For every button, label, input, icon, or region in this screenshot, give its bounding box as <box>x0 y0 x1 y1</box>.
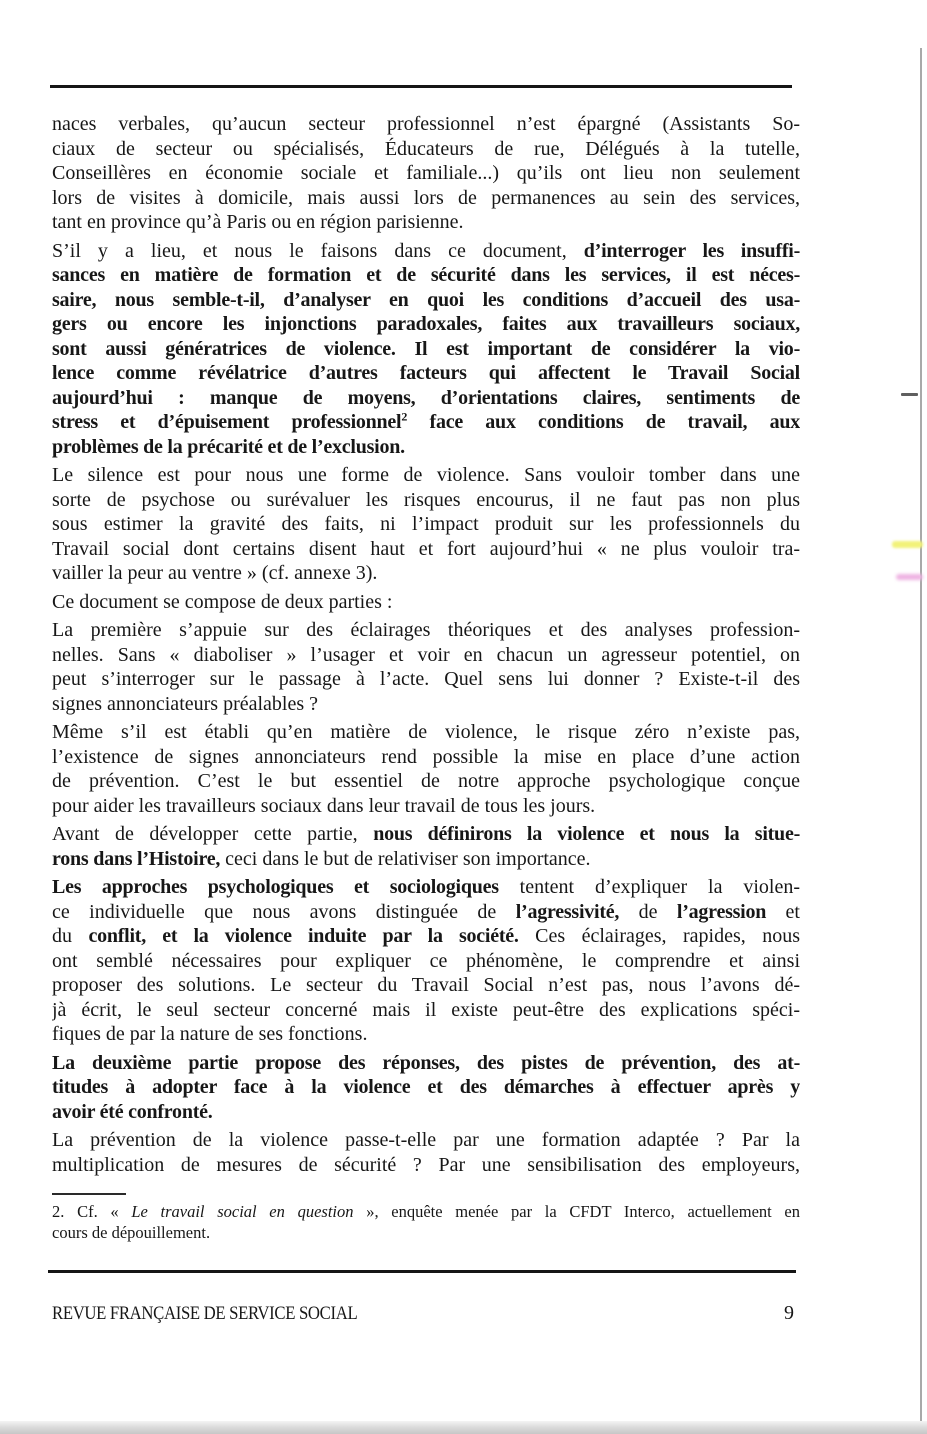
text-line <box>52 1051 800 1076</box>
text-run: 2 <box>401 410 408 424</box>
text-run: La prévention de la violence passe-t-elle par une formation adaptée ? Par la <box>52 1129 800 1151</box>
text-run: peut s’interroger sur le passage à l’acte. Quel sens lui donner ? Existe-t-il des <box>52 668 800 690</box>
text-line <box>52 998 800 1023</box>
text-run: sous estimer la gravité des faits, ni l’impact produit sur les professionnels du <box>52 513 800 535</box>
paragraph <box>52 1128 800 1177</box>
text-run: aujourd’hui : manque de moyens, d’orientations claires, sentiments de <box>52 386 800 409</box>
text-run: fiques de par la nature de ses fonctions. <box>52 1023 368 1045</box>
footnote-separator-rule <box>52 1193 126 1195</box>
text-run: sances en matière de formation et de sécurité dans les services, il est néces- <box>52 264 800 286</box>
paragraph <box>52 590 800 615</box>
text-line <box>52 137 800 162</box>
text-run: et <box>766 900 800 923</box>
text-run: La deuxième partie propose des réponses, des pistes de prévention, des at- <box>52 1051 800 1074</box>
text-run: Le silence est pour nous une forme de violence. Sans vouloir tomber dans une <box>52 464 800 486</box>
text-line <box>52 973 800 998</box>
text-run: saire, nous semble-t-il, d’analyser en quoi les conditions d’accueil des usa- <box>52 288 800 311</box>
text-line <box>52 1100 800 1125</box>
text-run: tant en province qu’à Paris ou en région parisienne. <box>52 211 464 233</box>
text-run: pour aider les travailleurs sociaux dans leur travail de tous les jours. <box>52 794 596 817</box>
text-run: l’existence de signes annonciateurs rend possible la mise en place d’une action <box>52 745 800 768</box>
text-line <box>52 112 800 137</box>
paragraph <box>52 1051 800 1125</box>
paragraph <box>52 112 800 235</box>
text-line <box>52 618 800 643</box>
paragraph <box>52 239 800 460</box>
page-number: 9 <box>784 1302 794 1324</box>
text-run: Même s’il est établi qu’en matière de violence, le risque zéro n’existe pas, <box>52 721 800 743</box>
text-line <box>52 210 800 235</box>
text-line <box>52 643 800 668</box>
text-line <box>52 561 800 586</box>
text-run: gers ou encore les injonctions paradoxales, faites aux travailleurs sociaux, <box>52 313 800 335</box>
text-line <box>52 361 800 386</box>
text-line <box>52 949 800 974</box>
text-line <box>52 488 800 513</box>
text-run: conflit, et la violence induite par la société. <box>88 925 519 947</box>
text-run: vailler la peur au ventre » (cf. annexe 3). <box>52 562 378 584</box>
text-line <box>52 435 800 460</box>
text-run: sorte de psychose ou surévaluer les risques encourus, il ne faut pas non plus <box>52 488 800 511</box>
text-run: lors de visites à domicile, mais aussi lors de permanences au sein des services, <box>52 186 800 209</box>
text-run: ceci dans le but de relativiser son importance. <box>220 847 591 870</box>
text-run: d’interroger les insuffi- <box>583 239 800 262</box>
text-run: naces verbales, qu’aucun secteur professionnel n’est épargné (Assistants So- <box>52 113 800 135</box>
text-line <box>52 1022 800 1047</box>
text-line <box>52 1222 800 1243</box>
text-line <box>52 337 800 362</box>
text-run: jà écrit, le seul secteur concerné mais il existe peut-être des explications spéci- <box>52 998 800 1021</box>
highlighter-mark-yellow <box>892 541 923 548</box>
text-run: nous définirons la violence et nous la situe- <box>373 823 800 845</box>
paragraph <box>52 463 800 586</box>
text-run: Conseillères en économie sociale et familiale...) qu’ils ont lieu non seulement <box>52 162 800 184</box>
text-run: Les approches psychologiques et sociologiques <box>52 876 499 898</box>
text-line <box>52 590 800 615</box>
text-run: rons dans l’Histoire, <box>52 847 221 870</box>
text-run: l’agressivité, <box>515 900 620 923</box>
text-line <box>52 1153 800 1178</box>
footnote <box>52 1201 800 1243</box>
text-line <box>52 720 800 745</box>
text-line <box>52 410 800 435</box>
text-run: l’agression <box>676 900 767 923</box>
text-run: ciaux de secteur ou spécialisés, Éducateurs de rue, Délégués à la tutelle, <box>52 137 800 160</box>
text-run: Avant de développer cette partie, <box>52 823 374 845</box>
text-line <box>52 875 800 900</box>
text-line <box>52 769 800 794</box>
footer-rule <box>48 1270 796 1273</box>
paragraph <box>52 822 800 871</box>
text-line <box>52 847 800 872</box>
text-run: cours de dépouillement. <box>52 1223 211 1242</box>
text-line <box>52 161 800 186</box>
text-line <box>52 1128 800 1153</box>
text-line <box>52 186 800 211</box>
text-run: S’il y a lieu, et nous le faisons dans ce document, <box>52 239 584 262</box>
text-line <box>52 1075 800 1100</box>
text-line <box>52 924 800 949</box>
text-line <box>52 312 800 337</box>
text-run: sont aussi génératrices de violence. Il est important de considérer la vio- <box>52 337 800 360</box>
text-run: Le travail social en question <box>131 1202 354 1221</box>
text-run: proposer des solutions. Le secteur du Travail Social n’est pas, nous l’avons dé- <box>52 974 800 996</box>
text-line <box>52 900 800 925</box>
text-run: tentent d’expliquer la violen- <box>498 876 800 898</box>
highlighter-mark-pink <box>896 574 923 580</box>
text-run: signes annonciateurs préalables ? <box>52 692 319 715</box>
text-run: lence comme révélatrice d’autres facteurs qui affectent le Travail Social <box>52 362 800 384</box>
text-line <box>52 1201 800 1222</box>
text-line <box>52 745 800 770</box>
page-footer <box>52 1302 794 1325</box>
text-run: du <box>52 925 89 947</box>
paragraph <box>52 618 800 716</box>
text-line <box>52 263 800 288</box>
text-line <box>52 537 800 562</box>
text-run: Ce document se compose de deux parties : <box>52 590 393 613</box>
text-line <box>52 386 800 411</box>
text-run: », enquête menée par la CFDT Interco, actuellement en <box>353 1202 800 1221</box>
text-line <box>52 794 800 819</box>
text-run: multiplication de mesures de sécurité ? Par une sensibilisation des employeurs, <box>52 1153 800 1176</box>
paragraph <box>52 875 800 1047</box>
text-line <box>52 692 800 717</box>
text-run: ont semblé nécessaires pour expliquer ce phénomène, le comprendre et ainsi <box>52 949 800 972</box>
text-line <box>52 463 800 488</box>
text-run: 2. Cf. « <box>52 1202 132 1221</box>
text-run: avoir été confronté. <box>52 1100 213 1123</box>
scan-bottom-edge <box>0 1421 927 1434</box>
text-line <box>52 288 800 313</box>
text-run: face aux conditions de travail, aux <box>407 411 800 433</box>
text-run: La première s’appuie sur des éclairages théoriques et des analyses profession- <box>52 619 800 641</box>
margin-dash-mark <box>901 393 918 396</box>
text-run: de <box>619 900 677 923</box>
scan-edge-line <box>920 48 922 1422</box>
text-run: de prévention. C’est le but essentiel de notre approche psychologique conçue <box>52 770 800 792</box>
text-line <box>52 822 800 847</box>
text-run: titudes à adopter face à la violence et des démarches à effectuer après y <box>52 1076 800 1098</box>
text-run: ce individuelle que nous avons distinguée de <box>52 900 516 923</box>
text-run: Ces éclairages, rapides, nous <box>518 925 800 947</box>
text-run: Travail social dont certains disent haut et fort aujourd’hui « ne plus vouloir tra- <box>52 537 800 560</box>
header-rule <box>50 85 792 88</box>
text-line <box>52 667 800 692</box>
body-text <box>52 112 800 1177</box>
text-run: stress et d’épuisement professionnel <box>52 411 402 433</box>
journal-title: REVUE FRANÇAISE DE SERVICE SOCIAL <box>52 1303 358 1324</box>
text-line <box>52 512 800 537</box>
text-run: nelles. Sans « diaboliser » l’usager et voir en chacun un agresseur potentiel, on <box>52 643 800 666</box>
text-run: problèmes de la précarité et de l’exclusion. <box>52 435 405 458</box>
paragraph <box>52 720 800 818</box>
text-line <box>52 239 800 264</box>
